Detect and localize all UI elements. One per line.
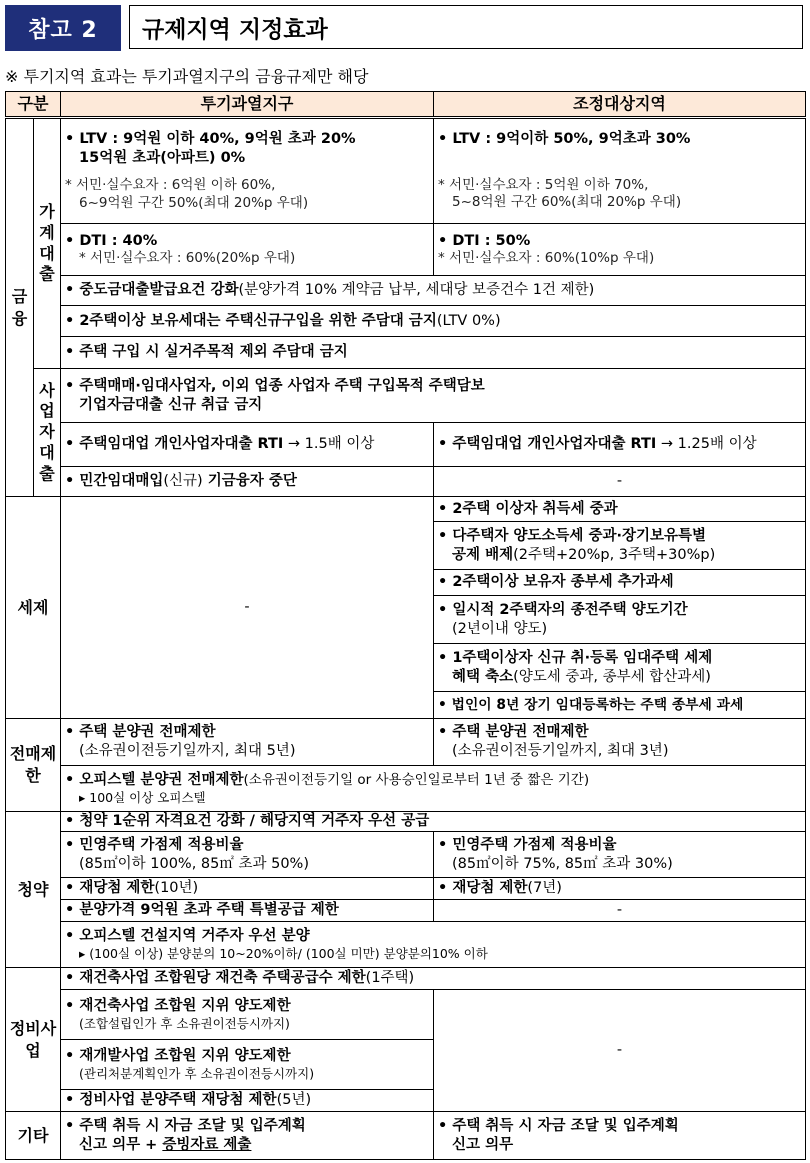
- rti-value: → 1.25배 이상: [656, 436, 757, 453]
- tax-detail: (양도세 중과, 종부세 합산과세): [513, 668, 711, 685]
- tax-detail: (2년이내 양도): [452, 620, 548, 637]
- cell-officetel-resale: [61, 766, 806, 812]
- cell-tax-item: [434, 570, 806, 596]
- ltv-note-cont: 5~8억원 구간 60%(최대 20%p 우대): [452, 194, 682, 211]
- rewin-years: (10년): [154, 880, 199, 897]
- cell-first-priority: • 청약 1순위 자격요건 강화 / 해당지역 거주자 우선 공급: [61, 812, 806, 832]
- interim-loan-rule: • 중도금대출발급요건 강화: [65, 282, 239, 299]
- private-rental-rule: • 민간임대매입: [65, 473, 164, 490]
- cell-dti-adjustment: [434, 224, 806, 276]
- rti-value: → 1.5배 이상: [283, 436, 375, 453]
- ltv-note: * 서민·실수요자 : 6억원 이하 60%,: [65, 177, 276, 194]
- category-resale: 전매제한: [6, 719, 61, 812]
- resale-note: (소유권이전등기일까지, 최대 3년): [452, 743, 669, 759]
- resale-rule: • 주택 분양권 전매제한: [438, 724, 589, 741]
- officetel-resale-note: ▸ 100실 이상 오피스텔: [79, 789, 206, 805]
- private-rental-mid: (신규): [163, 473, 203, 490]
- dti-rule: • DTI : 50%: [438, 232, 531, 249]
- cell-private-rental-adjustment: -: [434, 467, 806, 497]
- cell-residence-loan: • 주택 구입 시 실거주목적 제외 주담대 금지: [61, 337, 806, 369]
- rebuild-transfer-note: (조합설립인가 후 소유권이전등시까지): [79, 1015, 290, 1031]
- cell-tax-item: [434, 644, 806, 692]
- rewin-rule: • 재당첨 제한: [438, 880, 528, 897]
- rebuild-supply-detail: (1주택): [365, 970, 415, 987]
- funding-plan-rule-cont: 신고 의무: [452, 1136, 514, 1153]
- cell-dti-overheated: [61, 224, 434, 276]
- cell-resale-overheated: [61, 719, 434, 766]
- officetel-resale-detail: (소유권이전등기일 or 사용승인일로부터 1년 중 짧은 기간): [243, 772, 590, 789]
- ltv-note: * 서민·실수요자 : 5억원 이하 70%,: [438, 177, 649, 193]
- officetel-priority-note: ▸ (100실 이상) 분양분의 10~20%이하/ (100실 미만) 분양분의10% 이하: [79, 945, 488, 961]
- ltv-rule: • LTV : 9억원 이하 40%, 9억원 초과 20%: [65, 131, 356, 148]
- header-category: 구분: [6, 92, 61, 118]
- category-redevelopment: 정비사업: [6, 968, 61, 1112]
- point-system-rule: • 민영주택 가점제 적용비율: [65, 836, 244, 853]
- cell-redevelop-rewin: [61, 1090, 434, 1112]
- tax-rule: • 다주택자 양도소득세 중과·장기보유특별: [438, 527, 707, 544]
- ltv-rule-cont: 15억원 초과(아파트) 0%: [79, 149, 246, 166]
- resale-note: (소유권이전등기일까지, 최대 5년): [79, 743, 296, 759]
- cell-redevelop-transfer: [61, 1040, 434, 1090]
- officetel-priority-rule: • 오피스텔 건설지역 거주자 우선 분양: [65, 928, 310, 945]
- multi-home-loan-detail: (LTV 0%): [436, 312, 501, 329]
- tax-rule-cont: 공제 배제: [452, 546, 514, 563]
- tax-rule: • 2주택 이상자 취득세 중과: [438, 500, 618, 517]
- cell-rti-adjustment: [434, 423, 806, 467]
- cell-rebuild-transfer: [61, 990, 434, 1040]
- redevelop-transfer-note: (관리처분계획인가 후 소유권이전등시까지): [79, 1065, 315, 1081]
- cell-redevelopment-adjustment: -: [434, 990, 806, 1112]
- cell-special-supply: • 분양가격 9억원 초과 주택 특별공급 제한: [61, 900, 434, 922]
- funding-plan-rule: • 주택 취득 시 자금 조달 및 입주계획: [438, 1117, 679, 1134]
- tax-rule: • 1주택이상자 신규 취·등록 임대주택 세제: [438, 649, 713, 666]
- dti-note: * 서민·실수요자 : 60%(20%p 우대): [79, 250, 296, 267]
- officetel-resale-rule: • 오피스텔 분양권 전매제한: [65, 772, 244, 789]
- rebuild-supply-rule: • 재건축사업 조합원당 재건축 주택공급수 제한: [65, 970, 366, 987]
- cell-ltv-overheated: [61, 118, 434, 224]
- rti-rule: • 주택임대업 개인사업자대출 RTI: [438, 436, 657, 453]
- rti-rule: • 주택임대업 개인사업자대출 RTI: [65, 436, 284, 453]
- reference-badge: 참고 2: [5, 5, 121, 51]
- funding-plan-evidence: 증빙자료 제출: [162, 1136, 252, 1153]
- tax-detail: (2주택+20%p, 3주택+30%p): [513, 546, 716, 563]
- category-tax: 세제: [6, 497, 61, 719]
- cell-funding-plan-overheated: [61, 1112, 434, 1160]
- redevelop-rewin-rule: • 정비사업 분양주택 재당첨 제한: [65, 1092, 277, 1109]
- tax-rule-cont: 혜택 축소: [452, 668, 514, 685]
- cell-rewin-overheated: [61, 878, 434, 900]
- redevelop-rewin-years: (5년): [276, 1092, 312, 1109]
- cell-tax-item: [434, 692, 806, 719]
- point-system-note: (85㎡이하 75%, 85㎡ 초과 30%): [452, 855, 673, 872]
- cell-point-system-overheated: [61, 832, 434, 878]
- business-mortgage-rule: • 주택매매·임대사업자, 이외 업종 사업자 주택 구입목적 주택담보: [65, 377, 485, 394]
- cell-officetel-priority: [61, 922, 806, 968]
- resale-rule: • 주택 분양권 전매제한: [65, 724, 216, 741]
- subcategory-household-loan: 가계대출: [34, 118, 61, 369]
- cell-business-mortgage: [61, 369, 806, 423]
- cell-resale-adjustment: [434, 719, 806, 766]
- cell-special-supply-adjustment: -: [434, 900, 806, 922]
- header-adjustment-area: 조정대상지역: [434, 92, 806, 118]
- funding-plan-rule-cont: 신고 의무 +: [79, 1136, 163, 1153]
- rewin-years: (7년): [527, 880, 562, 897]
- page-title: 규제지역 지정효과: [129, 5, 803, 49]
- point-system-rule: • 민영주택 가점제 적용비율: [438, 836, 617, 853]
- business-mortgage-rule-cont: 기업자금대출 신규 취급 금지: [79, 396, 263, 413]
- cell-funding-plan-adjustment: [434, 1112, 806, 1160]
- header-overheated-district: 투기과열지구: [61, 92, 434, 118]
- cell-point-system-adjustment: [434, 832, 806, 878]
- private-rental-end: 기금융자 중단: [202, 473, 297, 490]
- rebuild-transfer-rule: • 재건축사업 조합원 지위 양도제한: [65, 998, 291, 1015]
- cell-rewin-adjustment: [434, 878, 806, 900]
- cell-tax-overheated: -: [61, 497, 434, 719]
- cell-rti-overheated: [61, 423, 434, 467]
- cell-tax-item: [434, 522, 806, 570]
- category-other: 기타: [6, 1112, 61, 1160]
- ltv-rule: • LTV : 9억이하 50%, 9억초과 30%: [438, 131, 691, 148]
- dti-rule: • DTI : 40%: [65, 232, 158, 249]
- regulation-table: [5, 91, 806, 1160]
- category-subscription: 청약: [6, 812, 61, 968]
- dti-note: * 서민·실수요자 : 60%(10%p 우대): [438, 250, 655, 267]
- cell-private-rental: [61, 467, 434, 497]
- category-finance: 금융: [6, 118, 34, 497]
- cell-tax-item: [434, 596, 806, 644]
- tax-rule: • 일시적 2주택자의 종전주택 양도기간: [438, 601, 688, 618]
- tax-rule: • 법인이 8년 장기 임대등록하는 주택 종부세 과세: [438, 696, 744, 713]
- ltv-note-cont: 6~9억원 구간 50%(최대 20%p 우대): [79, 194, 309, 211]
- point-system-note: (85㎡이하 100%, 85㎡ 초과 50%): [79, 855, 309, 872]
- rewin-rule: • 재당첨 제한: [65, 880, 155, 897]
- subcategory-business-loan: 사업자대출: [34, 369, 61, 497]
- cell-multi-home-loan: [61, 306, 806, 337]
- scope-note: ※ 투기지역 효과는 투기과열지구의 금융규제만 해당: [5, 67, 369, 86]
- funding-plan-rule: • 주택 취득 시 자금 조달 및 입주계획: [65, 1117, 306, 1134]
- interim-loan-detail: (분양가격 10% 계약금 납부, 세대당 보증건수 1건 제한): [238, 282, 595, 299]
- cell-ltv-adjustment: [434, 118, 806, 224]
- cell-interim-loan: [61, 276, 806, 306]
- multi-home-loan-rule: • 2주택이상 보유세대는 주택신규구입을 위한 주담대 금지: [65, 312, 437, 329]
- redevelop-transfer-rule: • 재개발사업 조합원 지위 양도제한: [65, 1048, 291, 1065]
- cell-rebuild-supply: [61, 968, 806, 990]
- tax-rule: • 2주택이상 보유자 종부세 추가과세: [438, 574, 674, 591]
- cell-tax-item: [434, 497, 806, 522]
